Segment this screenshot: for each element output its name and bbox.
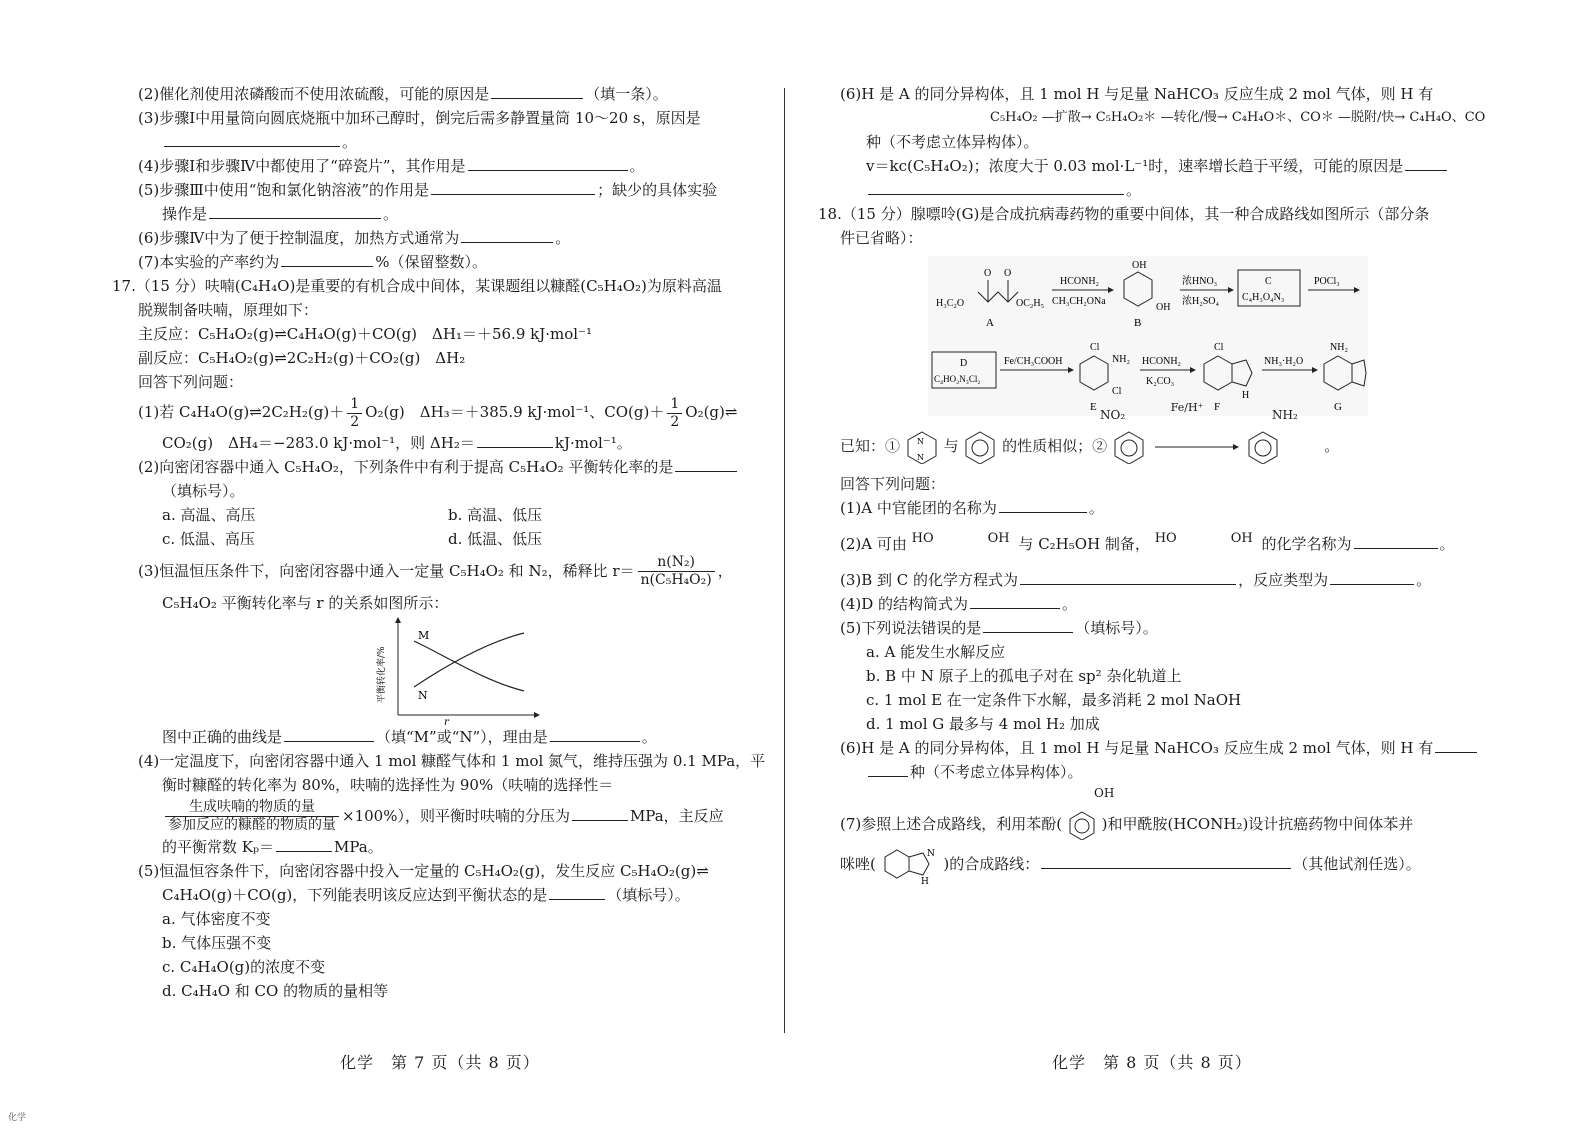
q17-options-cd	[112, 527, 752, 551]
compound-F-ring	[1204, 356, 1232, 390]
q17-side-reaction: 副反应：C₅H₄O₂(g)⇌2C₂H₂(g)＋CO₂(g) ΔH₂	[138, 349, 466, 367]
arrow-6-head-icon	[1312, 367, 1318, 373]
q18-intro: 18.（15 分）腺嘌呤(G)是合成抗病毒药物的重要中间体，其一种合成路线如图所示（部分条	[818, 205, 1430, 223]
q16-part7: (7)本实验的产率约为 %（保留整数）。	[138, 253, 488, 271]
group-Cl: Cl	[1090, 342, 1100, 353]
q17-part1-cont: CO₂(g) ΔH₄＝−283.0 kJ·mol⁻¹，则 ΔH₂＝ kJ·mol⁻¹。	[162, 433, 632, 452]
answer-blank[interactable]	[461, 227, 553, 243]
q17-part4-fraction-line: $\frac{\text{生成呋喃的物质的量}}{\text{参加反应的糠醛的物质的量}}$ ×100%），则平衡时呋喃的分压为 MPa，主反应	[112, 797, 752, 835]
A-right-group: OC₂H₅	[1016, 298, 1045, 309]
option-a: a. 高温、高压	[162, 505, 256, 524]
q16-part5-cont: 操作是 。	[162, 205, 399, 223]
malonic-acid-structure: HO OH	[911, 531, 1010, 546]
q18-part4: (4)D 的结构简式为 。	[840, 595, 1078, 613]
svg-text:H: H	[920, 877, 929, 884]
q17-intro: 17.（15 分）呋喃(C₄H₄O)是重要的有机合成中间体，某课题组以糠醛(C₅H₄O₂)为原料高温	[112, 277, 722, 295]
reagent-5-bottom: K₂CO₃	[1146, 376, 1175, 387]
q17-part2: (2)向密闭容器中通入 C₅H₄O₂，下列条件中有利于提高 C₅H₄O₂ 平衡转化率的是	[112, 455, 752, 479]
label-M: M	[418, 628, 430, 642]
atom-H: H	[1242, 390, 1250, 401]
left-column	[112, 82, 766, 1003]
A-left-group: H₃C₂O	[936, 298, 965, 309]
reagent-2-top: 浓HNO₃	[1182, 276, 1218, 287]
q18-answer-prompt: 回答下列问题：	[840, 475, 946, 493]
reagent-1-top: HCONH₂	[1060, 276, 1100, 287]
q17-part6-text3: 。	[840, 178, 1452, 202]
fraction-half: $\frac{1}{2}$	[347, 396, 362, 431]
benzene-icon	[963, 430, 997, 464]
q17-intro-cont: 脱羰制备呋喃，原理如下：	[138, 301, 319, 319]
answer-blank[interactable]	[572, 805, 628, 821]
corner-label: 化学	[8, 1113, 27, 1123]
arrow-2-head-icon	[1228, 287, 1234, 293]
formula-C: C₄H₃O₄N₃	[1242, 292, 1285, 303]
q16-part3-cont: 。	[112, 130, 752, 154]
q16-part4: (4)步骤Ⅰ和步骤Ⅳ中都使用了“碎瓷片”，其作用是 。	[138, 157, 645, 175]
label-F: F	[1214, 401, 1221, 413]
answer-blank[interactable]	[431, 179, 595, 195]
group-OH: OH	[1156, 302, 1171, 313]
q18-part6-cont: 种（不考虑立体异构体）。	[840, 760, 1452, 784]
synthesis-route-diagram	[928, 256, 1368, 416]
reduction-arrow-icon	[1151, 442, 1241, 452]
curve-N	[414, 633, 524, 687]
answer-blank[interactable]	[164, 131, 340, 147]
synthesis-route-svg	[928, 256, 1368, 416]
selectivity-fraction: $\frac{\text{生成呋喃的物质的量}}{\text{参加反应的糠醛的物质的量}}$	[165, 799, 339, 834]
q17-p5-option-b: b. 气体压强不变	[162, 933, 272, 952]
q18-part2: (2)A 可由 HO OH 与 C₂H₅OH 制备， HO OH 的化学名称为 。	[840, 531, 1455, 553]
compound-G-ring	[1324, 356, 1352, 390]
answer-blank[interactable]	[1330, 569, 1414, 585]
compound-E-ring	[1080, 356, 1108, 390]
arrow-3-head-icon	[1354, 287, 1360, 293]
label-N: N	[418, 688, 428, 702]
answer-blank[interactable]	[868, 761, 908, 777]
graph-svg	[374, 615, 544, 725]
answer-blank[interactable]	[281, 251, 373, 267]
page-footer-left: 化学 第 7 页（共 8 页）	[340, 1053, 540, 1072]
reagent-2-bottom: 浓H₂SO₄	[1182, 296, 1219, 307]
q17-part4: (4)一定温度下，向密闭容器中通入 1 mol 糠醛气体和 1 mol 氮气，维持压强为 0.1 MPa，平	[138, 751, 766, 770]
compound-G-imidazole	[1352, 360, 1366, 386]
malonic-acid-structure: HO OH	[1154, 531, 1253, 546]
reagent-3: POCl₃	[1314, 276, 1340, 287]
q17-options-ab	[112, 503, 752, 527]
option-c: c. 低温、高压	[162, 529, 255, 548]
aniline-icon	[1246, 430, 1280, 464]
q18-part7-cont: 咪唑( N H )的合成路线： （其他试剂任选）。	[840, 842, 1452, 886]
answer-blank[interactable]	[970, 593, 1060, 609]
q18-p5-option-d: d. 1 mol G 最多与 4 mol H₂ 加成	[866, 715, 1100, 733]
answer-blank[interactable]	[468, 155, 628, 171]
reagent-4: Fe/CH₃COOH	[1004, 356, 1063, 367]
atom-O: O	[984, 268, 992, 279]
answer-blank[interactable]	[550, 726, 640, 742]
label-D: D	[960, 358, 968, 369]
svg-text:N: N	[926, 849, 935, 859]
label-G: G	[1334, 401, 1342, 413]
answer-blank[interactable]	[1041, 853, 1291, 869]
q17-part5-cont: C₄H₄O(g)＋CO(g)，下列能表明该反应达到平衡状态的是 （填标号）。	[162, 885, 690, 904]
q18-p5-option-b: b. B 中 N 原子上的孤电子对在 sp² 杂化轨道上	[866, 667, 1182, 685]
q18-p5-option-c: c. 1 mol E 在一定条件下水解，最多消耗 2 mol NaOH	[866, 691, 1242, 709]
reagent-1-bottom: CH₃CH₂ONa	[1052, 296, 1106, 307]
label-E: E	[1090, 401, 1097, 413]
q16-part2: (2)催化剂使用浓磷酸而不使用浓硫酸，可能的原因是 （填一条）。	[138, 85, 668, 103]
label-A: A	[986, 317, 994, 329]
q18-part3: (3)B 到 C 的化学方程式为 ，反应类型为 。	[840, 571, 1432, 589]
q17-part3: (3)恒温恒压条件下，向密闭容器中通入一定量 C₅H₄O₂ 和 N₂，稀释比 r＝ $\frac{\text{n(N₂)}}{\text{n(C₅H₄O₂)}}$ ，	[138, 554, 733, 588]
answer-blank[interactable]	[284, 726, 374, 742]
right-column	[818, 82, 1486, 886]
pyrimidine-icon	[905, 430, 939, 464]
y-axis-label: 平衡转化率/%	[377, 645, 387, 703]
compound-B-ring	[1124, 272, 1152, 306]
group-NH2: NH₂	[1112, 354, 1130, 365]
q17-part2-cont: （填标号）。	[162, 481, 245, 500]
page-divider	[784, 88, 785, 1033]
x-axis-arrow-icon	[534, 712, 540, 718]
arrow-5-head-icon	[1190, 367, 1196, 373]
reduction-reagent: Fe/H⁺	[1170, 401, 1204, 414]
conversion-vs-r-graph	[374, 615, 752, 725]
dilution-ratio-fraction: $\frac{\text{n(N₂)}}{\text{n(C₅H₄O₂)}}$	[638, 554, 715, 589]
answer-blank[interactable]	[983, 617, 1073, 633]
q17-part5: (5)恒温恒容条件下，向密闭容器中投入一定量的 C₅H₄O₂(g)，发生反应 C₅H₄O₂(g)⇌	[138, 861, 709, 880]
known-info: 已知：① N N 与 的性质相似；② NO₂ Fe/H⁺ NH₂ 。	[840, 401, 1340, 462]
q17-p5-option-d: d. C₄H₄O 和 CO 的物质的量相等	[162, 981, 389, 1000]
page-footer-right: 化学 第 8 页（共 8 页）	[1052, 1053, 1252, 1072]
q17-part3-cont: C₅H₄O₂ 平衡转化率与 r 的关系如图所示：	[162, 593, 449, 612]
formula-D: C₄HO₂N₃Cl₂	[934, 374, 981, 384]
answer-blank[interactable]	[1435, 737, 1477, 753]
option-b: b. 高温、低压	[448, 505, 543, 524]
q18-part1: (1)A 中官能团的名称为 。	[840, 499, 1104, 517]
svg-text:N: N	[916, 437, 924, 446]
reagent-6: NH₃·H₂O	[1264, 356, 1304, 367]
q16-part3: (3)步骤Ⅰ中用量筒向圆底烧瓶中加环己醇时，倒完后需多静置量筒 10～20 s，原因是	[138, 109, 701, 127]
arrow-4-head-icon	[1068, 367, 1074, 373]
answer-blank[interactable]	[549, 884, 605, 900]
phenol-icon	[1067, 810, 1097, 840]
q17-part6-text2: v＝kc(C₅H₄O₂)；浓度大于 0.03 mol·L⁻¹时，速率增长趋于平缓，可能的原因是	[840, 154, 1452, 178]
label-C: C	[1265, 276, 1272, 287]
answer-blank[interactable]	[868, 179, 1124, 195]
q17-part4-kp: 的平衡常数 Kₚ＝ MPa。	[162, 837, 383, 856]
answer-blank[interactable]	[1020, 569, 1236, 585]
answer-blank[interactable]	[209, 203, 381, 219]
reagent-5-top: HCONH₂	[1142, 356, 1182, 367]
svg-text:N: N	[916, 453, 924, 462]
group-NH2: NH₂	[1330, 342, 1348, 353]
q17-part4-cont: 衡时糠醛的转化率为 80%，呋喃的选择性为 90%（呋喃的选择性＝	[162, 775, 614, 794]
compound-A-chain	[978, 292, 1018, 302]
q17-part3-answer: 图中正确的曲线是 （填“M”或“N”），理由是 。	[162, 727, 657, 746]
mechanism-scheme: C₅H₄O₂ —扩散→ C₅H₄O₂＊ —转化/慢→ C₄H₄O＊、CO＊ —脱附/快→ C₄H₄O、CO	[990, 110, 1486, 125]
atom-O: O	[1004, 268, 1012, 279]
answer-blank[interactable]	[477, 432, 553, 448]
x-axis-label: r	[444, 716, 449, 725]
answer-blank[interactable]	[1405, 155, 1447, 171]
label-B: B	[1134, 317, 1142, 329]
answer-blank[interactable]	[999, 497, 1087, 513]
q17-part6: (6)H 是 A 的同分异构体，且 1 mol H 与足量 NaHCO₃ 反应生成 2 mol 气体，则 H 有	[840, 85, 1434, 103]
q18-part6: (6)H 是 A 的同分异构体，且 1 mol H 与足量 NaHCO₃ 反应生成 2 mol 气体，则 H 有	[840, 736, 1452, 760]
q17-part1: (1)若 C₄H₄O(g)⇌2C₂H₂(g)＋ $\frac{1}{2}$ O₂(g) ΔH₃＝＋385.9 kJ·mol⁻¹、CO(g)＋ $\frac{1}{2}$ O₂(g)⇌	[138, 395, 738, 430]
answer-blank[interactable]	[675, 456, 737, 472]
answer-blank[interactable]	[1354, 533, 1438, 549]
answer-blank[interactable]	[491, 83, 583, 99]
q18-part7: OH (7)参照上述合成路线，利用苯酚( )和甲酰胺(HCONH₂)设计抗癌药物中间体苯并	[840, 784, 1452, 842]
answer-blank[interactable]	[276, 836, 332, 852]
q16-part6: (6)步骤Ⅳ中为了便于控制温度，加热方式通常为 。	[138, 229, 571, 247]
q17-part6-text1: 种（不考虑立体异构体）。	[866, 133, 1039, 151]
q18-p5-option-a: a. A 能发生水解反应	[866, 643, 1006, 661]
curve-M	[414, 641, 524, 691]
nitro-label: NO₂	[1100, 408, 1126, 422]
nitrobenzene-icon	[1112, 430, 1146, 464]
y-axis-arrow-icon	[395, 617, 401, 623]
q16-part5: (5)步骤Ⅲ中使用“饱和氯化钠溶液”的作用是 ；缺少的具体实验	[138, 181, 718, 199]
group-Cl: Cl	[1214, 342, 1224, 353]
phenol-OH-label: OH	[1094, 786, 1115, 800]
q17-answer-prompt: 回答下列问题：	[138, 373, 244, 391]
q18-intro-cont: 件已省略）：	[840, 229, 923, 247]
q17-main-reaction: 主反应：C₅H₄O₂(g)⇌C₄H₄O(g)＋CO(g) ΔH₁＝＋56.9 kJ·mol⁻¹	[138, 325, 592, 343]
benzimidazole-icon	[881, 846, 939, 884]
option-d: d. 低温、低压	[448, 529, 543, 548]
group-OH: OH	[1132, 260, 1147, 271]
compound-F-imidazole	[1232, 360, 1252, 386]
group-Cl: Cl	[1112, 386, 1122, 397]
amino-label: NH₂	[1272, 408, 1298, 422]
q17-p5-option-a: a. 气体密度不变	[162, 909, 271, 928]
q18-part5: (5)下列说法错误的是 （填标号）。	[840, 619, 1158, 637]
fraction-half: $\frac{1}{2}$	[667, 396, 682, 431]
arrow-1-head-icon	[1108, 287, 1114, 293]
q17-p5-option-c: c. C₄H₄O(g)的浓度不变	[162, 957, 326, 976]
